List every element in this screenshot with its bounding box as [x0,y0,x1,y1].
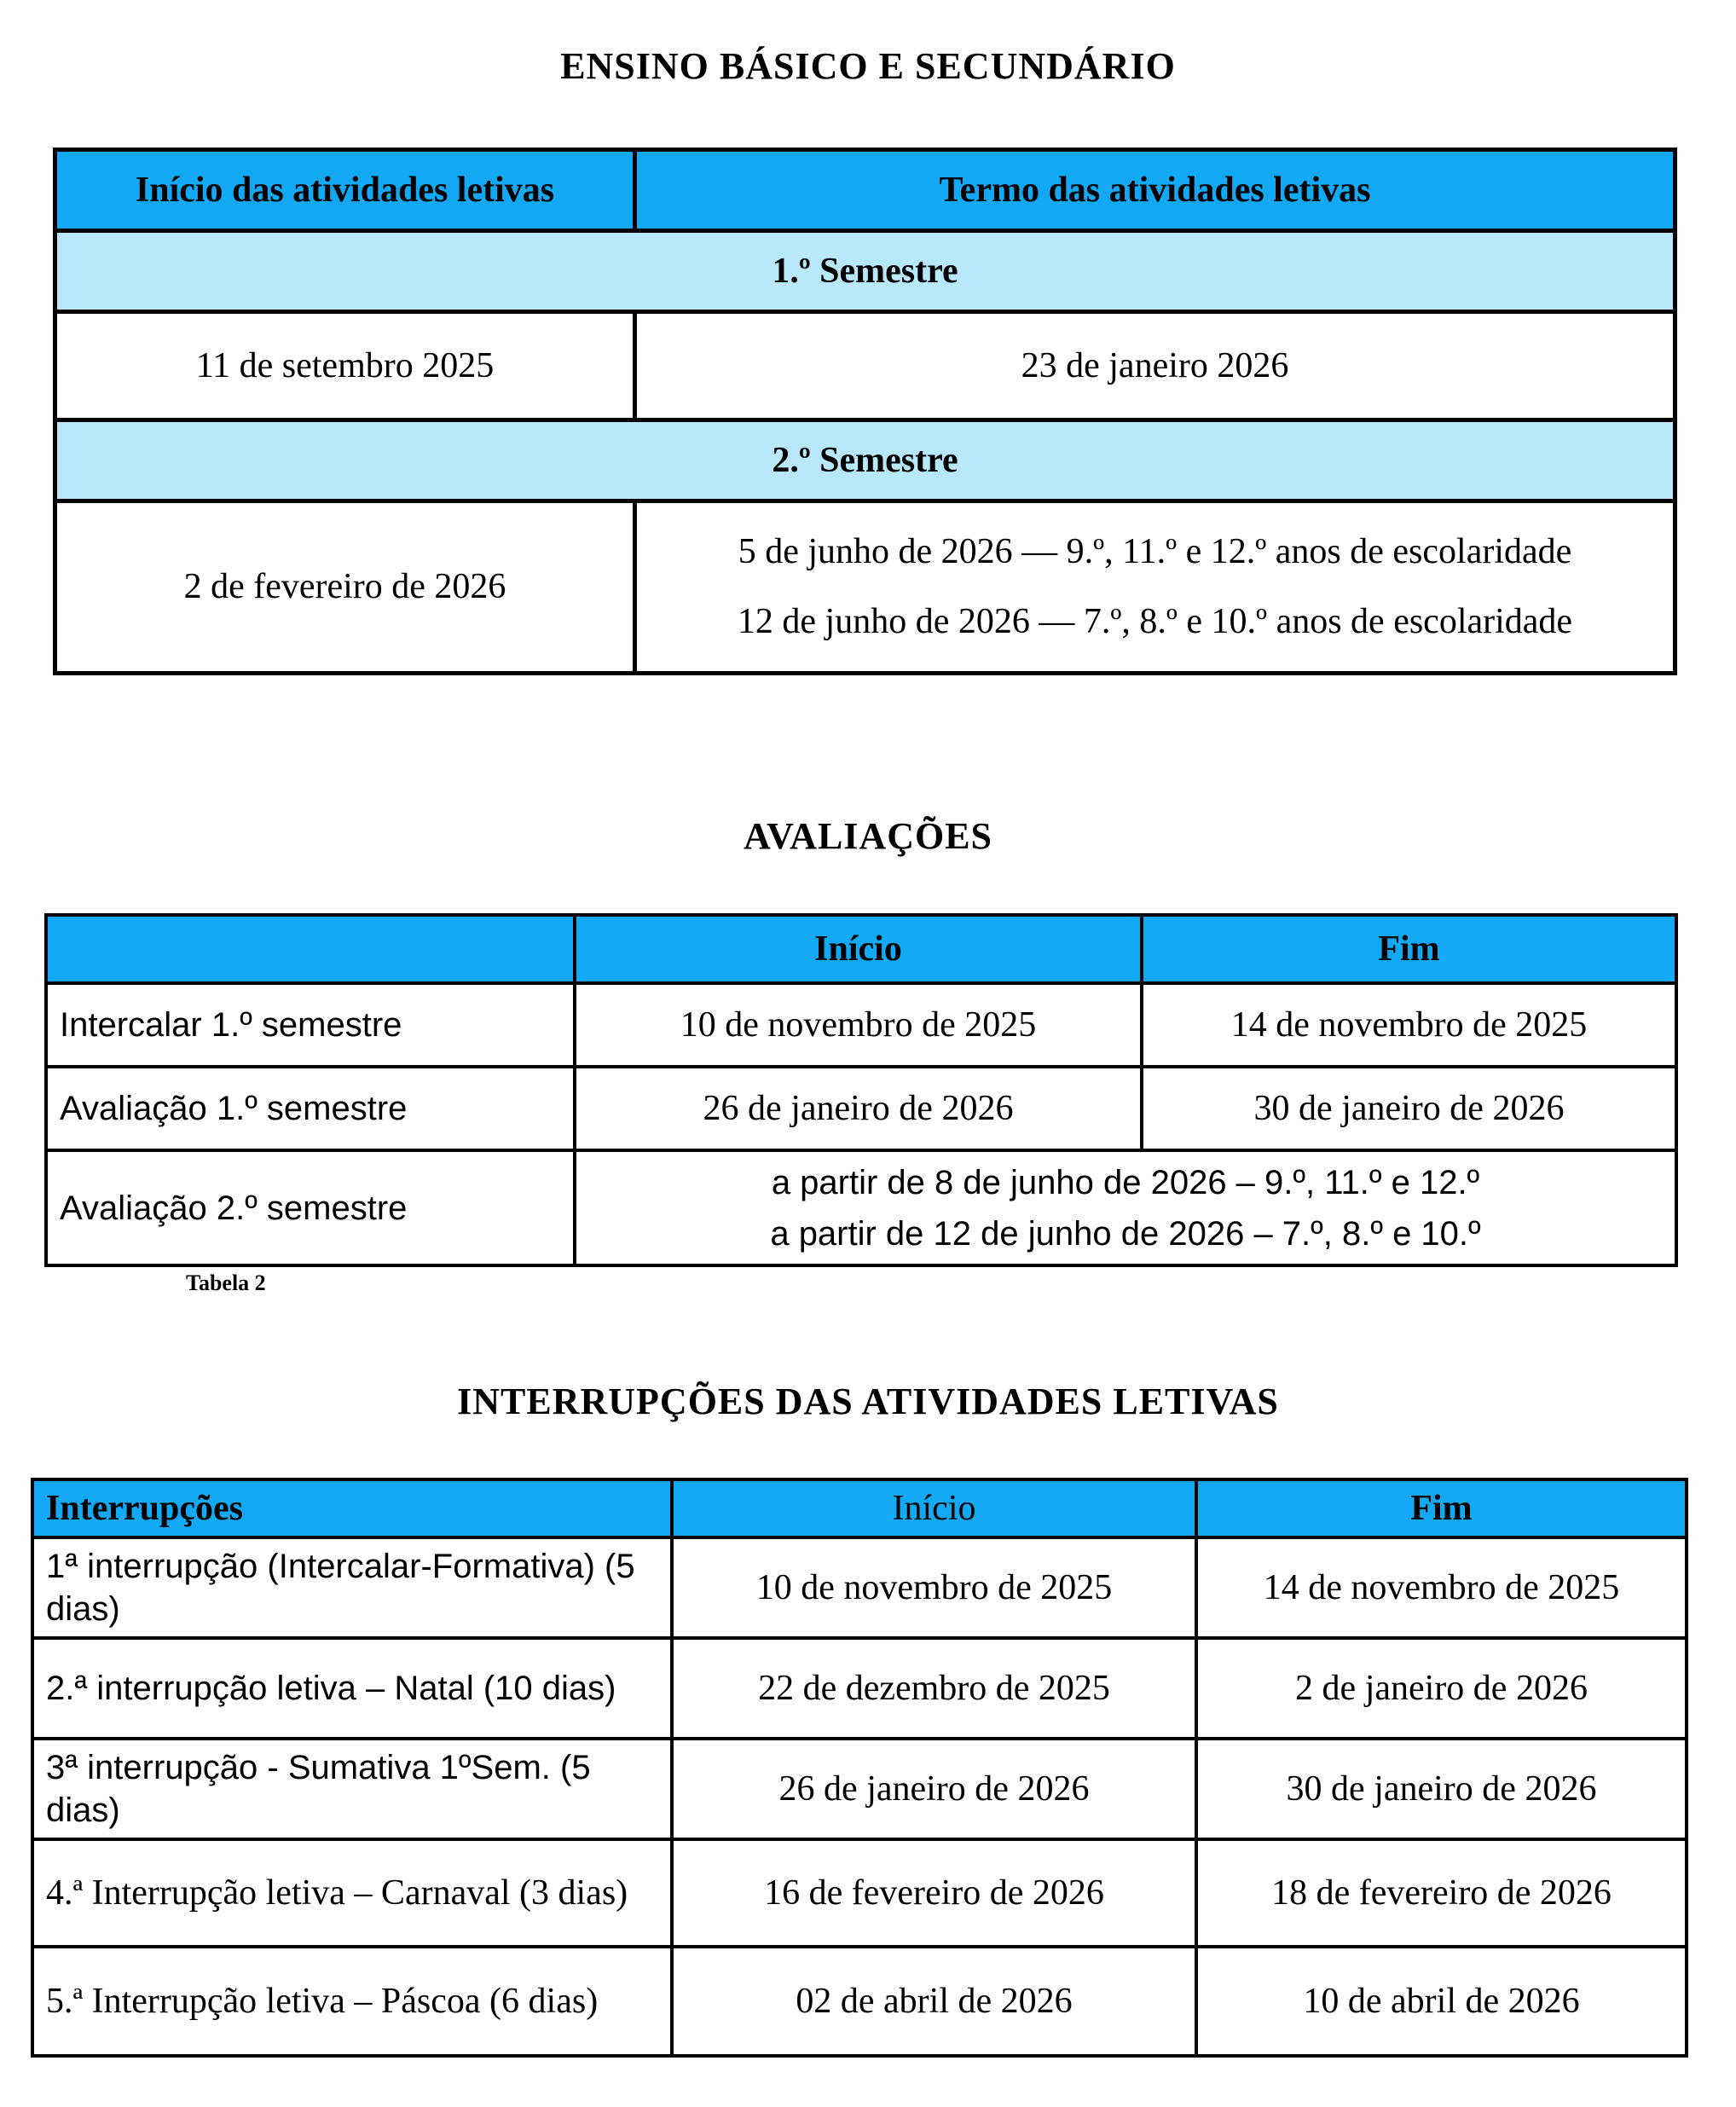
header-blank [46,915,575,983]
header-termo: Termo das atividades letivas [635,150,1675,231]
semester1-inicio: 11 de setembro 2025 [55,312,635,420]
semester1-termo: 23 de janeiro 2026 [635,312,1675,420]
row-inicio: 16 de fevereiro de 2026 [672,1839,1196,1947]
row-range-line1: a partir de 8 de junho de 2026 – 9.º, 11.º e 12.º [771,1163,1480,1201]
semester2-inicio: 2 de fevereiro de 2026 [55,501,635,674]
header-fim: Fim [1142,915,1676,983]
ensino-table [53,148,1677,675]
row-label: 1ª interrupção (Intercalar-Formativa) (5 dias) [32,1537,672,1638]
table-row [32,1947,1687,2056]
table-row [46,1150,1676,1265]
row-fim: 30 de janeiro de 2026 [1142,1067,1676,1150]
semester2-label: 2.º Semestre [55,420,1675,501]
row-label: Avaliação 2.º semestre [46,1150,575,1265]
semester1-dates-row [55,312,1675,420]
table-caption: Tabela 2 [186,1271,266,1295]
semester2-row [55,420,1675,501]
table-row [46,983,1676,1067]
row-label: 4.ª Interrupção letiva – Carnaval (3 dias) [32,1839,672,1947]
interrupcoes-header-row [32,1479,1687,1537]
semester1-row [55,231,1675,312]
row-label: 3ª interrupção - Sumativa 1ºSem. (5 dias) [32,1739,672,1839]
row-fim: 2 de janeiro de 2026 [1196,1638,1687,1739]
interrupcoes-table [31,1478,1688,2058]
row-label: 2.ª interrupção letiva – Natal (10 dias) [32,1638,672,1739]
row-inicio: 02 de abril de 2026 [672,1947,1196,2056]
row-label: 5.ª Interrupção letiva – Páscoa (6 dias) [32,1947,672,2056]
table-row [46,1067,1676,1150]
semester2-termo-line1: 5 de junho de 2026 — 9.º, 11.º e 12.º anos de escolaridade [738,531,1572,571]
semester2-termo [635,501,1675,674]
row-label: Avaliação 1.º semestre [46,1067,575,1150]
interrupcoes-title: INTERRUPÇÕES DAS ATIVIDADES LETIVAS [457,1381,1279,1422]
row-fim: 18 de fevereiro de 2026 [1196,1839,1687,1947]
row-inicio: 26 de janeiro de 2026 [672,1739,1196,1839]
table-row [32,1839,1687,1947]
semester2-dates-row [55,501,1675,674]
row-fim: 14 de novembro de 2025 [1142,983,1676,1067]
table-row [32,1739,1687,1839]
row-range [575,1150,1676,1265]
row-label: Intercalar 1.º semestre [46,983,575,1067]
header-label: Interrupções [32,1479,672,1537]
row-inicio: 10 de novembro de 2025 [575,983,1142,1067]
semester1-label: 1.º Semestre [55,231,1675,312]
header-inicio: Início das atividades letivas [55,150,635,231]
row-fim: 30 de janeiro de 2026 [1196,1739,1687,1839]
table-row [32,1537,1687,1638]
header-inicio: Início [672,1479,1196,1537]
ensino-title: ENSINO BÁSICO E SECUNDÁRIO [560,45,1176,87]
avaliacoes-title: AVALIAÇÕES [743,815,993,857]
table-row [32,1638,1687,1739]
ensino-header-row [55,150,1675,231]
row-fim: 10 de abril de 2026 [1196,1947,1687,2056]
row-range-line2: a partir de 12 de junho de 2026 – 7.º, 8.º e 10.º [770,1214,1481,1253]
semester2-termo-line2: 12 de junho de 2026 — 7.º, 8.º e 10.º anos de escolaridade [737,601,1573,641]
row-inicio: 10 de novembro de 2025 [672,1537,1196,1638]
row-fim: 14 de novembro de 2025 [1196,1537,1687,1638]
avaliacoes-header-row [46,915,1676,983]
header-inicio: Início [575,915,1142,983]
header-fim: Fim [1196,1479,1687,1537]
avaliacoes-table [44,913,1678,1267]
row-inicio: 22 de dezembro de 2025 [672,1638,1196,1739]
row-inicio: 26 de janeiro de 2026 [575,1067,1142,1150]
